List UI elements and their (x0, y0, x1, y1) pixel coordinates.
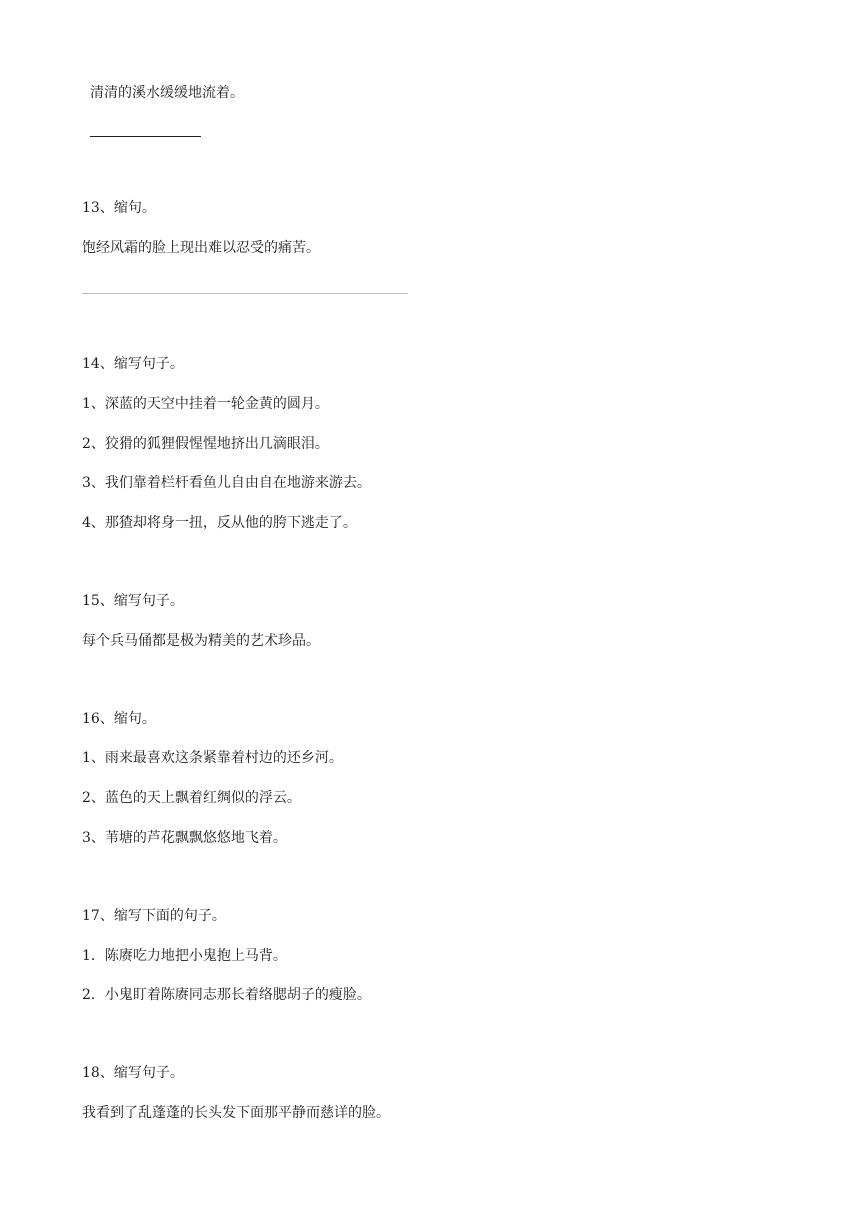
q14-item: 3、我们靠着栏杆看鱼儿自由自在地游来游去。 (82, 475, 371, 491)
q13-title: 13、缩句。 (82, 200, 156, 216)
q14-item: 1、深蓝的天空中挂着一轮金黄的圆月。 (82, 396, 329, 412)
q13-sentence: 饱经风霜的脸上现出难以忍受的痛苦。 (82, 240, 320, 256)
q12-answer-line[interactable] (90, 136, 201, 137)
q14-title: 14、缩写句子。 (82, 356, 184, 372)
q13-answer-line[interactable] (82, 293, 408, 294)
q18-sentence: 我看到了乱蓬蓬的长头发下面那平静而慈详的脸。 (82, 1105, 390, 1121)
q16-item: 3、苇塘的芦花飘飘悠悠地飞着。 (82, 830, 287, 846)
q17-title: 17、缩写下面的句子。 (82, 908, 226, 924)
q17-item: 2．小鬼盯着陈赓同志那长着络腮胡子的瘦脸。 (82, 987, 371, 1003)
q17-item: 1．陈赓吃力地把小鬼抱上马背。 (82, 948, 287, 964)
q18-title: 18、缩写句子。 (82, 1065, 184, 1081)
q15-sentence: 每个兵马俑都是极为精美的艺术珍品。 (82, 633, 320, 649)
q16-item: 1、雨来最喜欢这条紧靠着村边的还乡河。 (82, 750, 343, 766)
q16-title: 16、缩句。 (82, 711, 156, 727)
q15-title: 15、缩写句子。 (82, 593, 184, 609)
q14-item: 2、狡猾的狐狸假惺惺地挤出几滴眼泪。 (82, 436, 329, 452)
q16-item: 2、蓝色的天上飘着红绸似的浮云。 (82, 790, 301, 806)
q14-item: 4、那猹却将身一扭，反从他的胯下逃走了。 (82, 515, 357, 531)
q12-sentence: 清清的溪水缓缓地流着。 (90, 85, 244, 101)
